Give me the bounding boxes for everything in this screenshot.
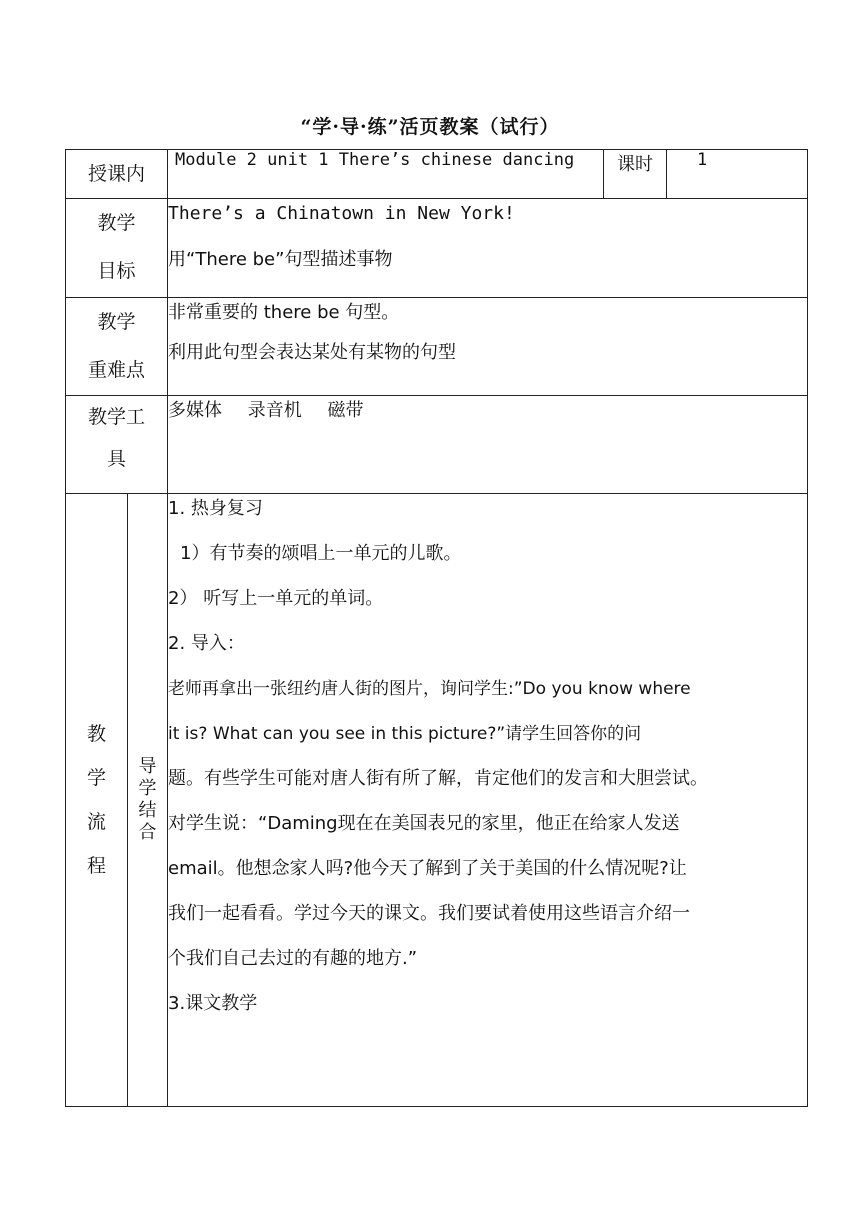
tools-label: 教学工 具 [66, 396, 168, 494]
flow-row [66, 494, 808, 1107]
difficulty-row [66, 298, 808, 396]
period-value: 1 [667, 150, 808, 199]
flow-line: email。他想念家人吗?他今天了解到了关于美国的什么情况呢?让 [168, 858, 687, 879]
goals-content [168, 199, 808, 298]
content-value: Module 2 unit 1 There’s chinese dancing [168, 150, 604, 199]
difficulty-line: 利用此句型会表达某处有某物的句型 [168, 342, 457, 363]
difficulty-label: 教学 重难点 [66, 298, 168, 396]
flow-line: 题。有些学生可能对唐人街有所了解，肯定他们的发言和大胆尝试。 [168, 768, 709, 789]
flow-label: 教 学 流 程 [66, 494, 128, 1107]
goal-line: There’s a Chinatown in New York! [168, 203, 515, 224]
guide-label: 导 学 结 合 [128, 494, 168, 1107]
goal-line: 用“There be”句型描述事物 [168, 249, 393, 270]
flow-line: 1. 热身复习 [168, 498, 263, 519]
content-row [66, 150, 808, 199]
flow-content [168, 494, 808, 1107]
flow-line: 对学生说：“Daming现在在美国表兄的家里，他正在给家人发送 [168, 813, 680, 834]
flow-line: 3.课文教学 [168, 993, 258, 1014]
flow-line: 2. 导入： [168, 633, 245, 654]
tools-value: 多媒体 录音机 磁带 [168, 396, 808, 494]
flow-line: 老师再拿出一张纽约唐人街的图片，询问学生:”Do you know where [168, 679, 691, 699]
goals-row [66, 199, 808, 298]
lesson-plan-table [65, 149, 808, 1107]
page-title: “学·导·练”活页教案（试行） [300, 116, 560, 138]
content-label: 授课内 [66, 150, 168, 199]
tools-row [66, 396, 808, 494]
flow-line: it is? What can you see in this picture?”请学生回答你的问 [168, 724, 642, 744]
difficulty-line: 非常重要的 there be 句型。 [168, 302, 400, 323]
flow-line: 1）有节奏的颂唱上一单元的儿歌。 [180, 543, 462, 564]
difficulty-content [168, 298, 808, 396]
flow-line: 个我们自己去过的有趣的地方.” [168, 948, 418, 969]
goals-label: 教学 目标 [66, 199, 168, 298]
flow-line: 我们一起看看。学过今天的课文。我们要试着使用这些语言介绍一 [168, 903, 691, 924]
period-label: 课时 [604, 150, 667, 199]
flow-line: 2） 听写上一单元的单词。 [168, 588, 384, 609]
